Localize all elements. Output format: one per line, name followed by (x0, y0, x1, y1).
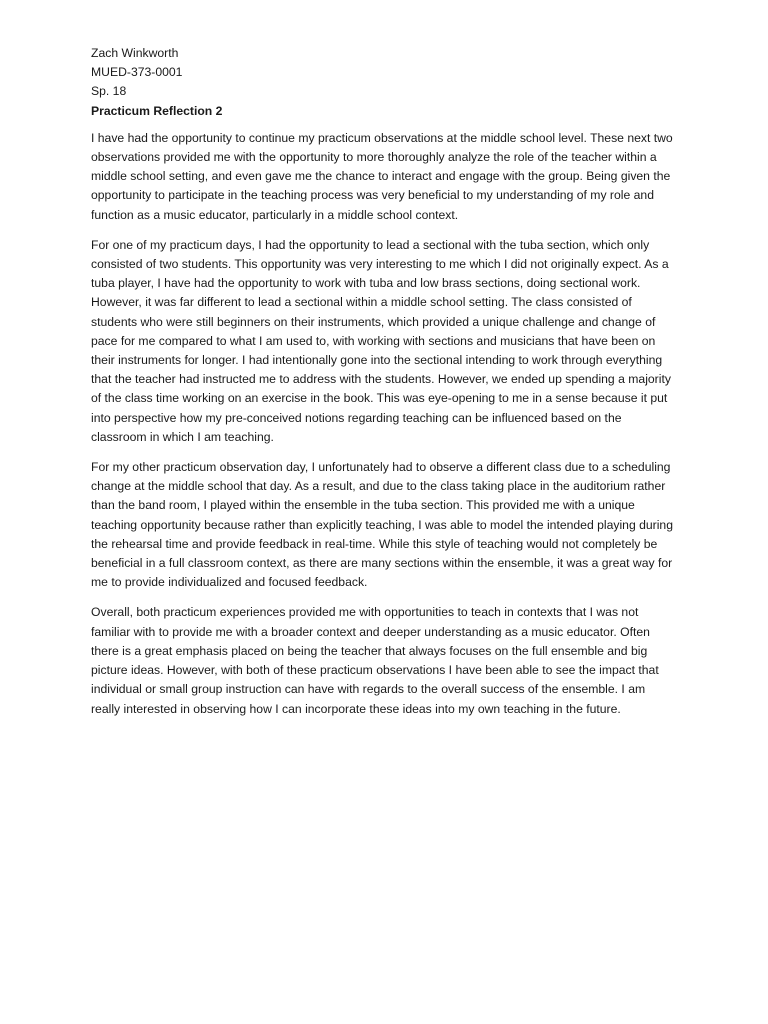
document-title: Practicum Reflection 2 (91, 103, 223, 118)
term: Sp. 18 (91, 84, 127, 99)
author-name: Zach Winkworth (91, 46, 179, 60)
course-code: MUED-373-0001 (91, 65, 183, 80)
document-body (91, 44, 676, 730)
paragraph-sectional: For one of my practicum days, I had the opportunity to lead a sectional with the tuba section, which only consisted of two students. This opportunity was very interesting to me which I did not originally expect. As a tuba player, I have had the opportunity to work with tuba and low brass sections, doing sectional work. However, it was far different to lead a sectional within a middle school setting. The class consisted of students who were still beginners on their instruments, which provided a unique challenge and change of pace for me compared to what I am used to, with working with sections and musicians that have been on their instruments for longer. I had intentionally gone into the sectional intending to work through everything that the teacher had instructed me to address with the students. However, we ended up spending a majority of the class time working on an exercise in the book. This was eye-opening to me in a sense because it put into perspective how my pre-conceived notions regarding teaching can be influenced based on the classroom in which I am teaching. (91, 237, 671, 444)
paragraph-ensemble: For my other practicum observation day, I unfortunately had to observe a different class due to a scheduling change at the middle school that day. As a result, and due to the class taking place in the auditorium rather than the band room, I played within the ensemble in the tuba section. This provided me with a unique teaching opportunity because rather than explicitly teaching, I was able to model the intended playing during the rehearsal time and provide feedback in real-time. While this style of teaching would not completely be beneficial in a full classroom context, as there are many sections within the ensemble, it was a great way for me to provide individualized and focused feedback. (91, 460, 673, 590)
paragraph-intro: I have had the opportunity to continue my practicum observations at the middle school level. These next two observations provided me with the opportunity to more thoroughly analyze the role of the teacher within a middle school setting, and even gave me the chance to interact and engage with the group. Being given the opportunity to participate in the teaching process was very beneficial to my understanding of my role and function as a music educator, particularly in a middle school context. (91, 130, 673, 222)
paragraph-conclusion: Overall, both practicum experiences provided me with opportunities to teach in contexts that I was not familiar with to provide me with a broader context and deeper understanding as a music educator. Often there is a great emphasis placed on being the teacher that always focuses on the full ensemble and big picture ideas. However, with both of these practicum observations I have been able to see the impact that individual or small group instruction can have with regards to the overall success of the ensemble. I am really interested in observing how I can incorporate these ideas into my own teaching in the future. (91, 605, 659, 716)
document-header (91, 44, 676, 121)
